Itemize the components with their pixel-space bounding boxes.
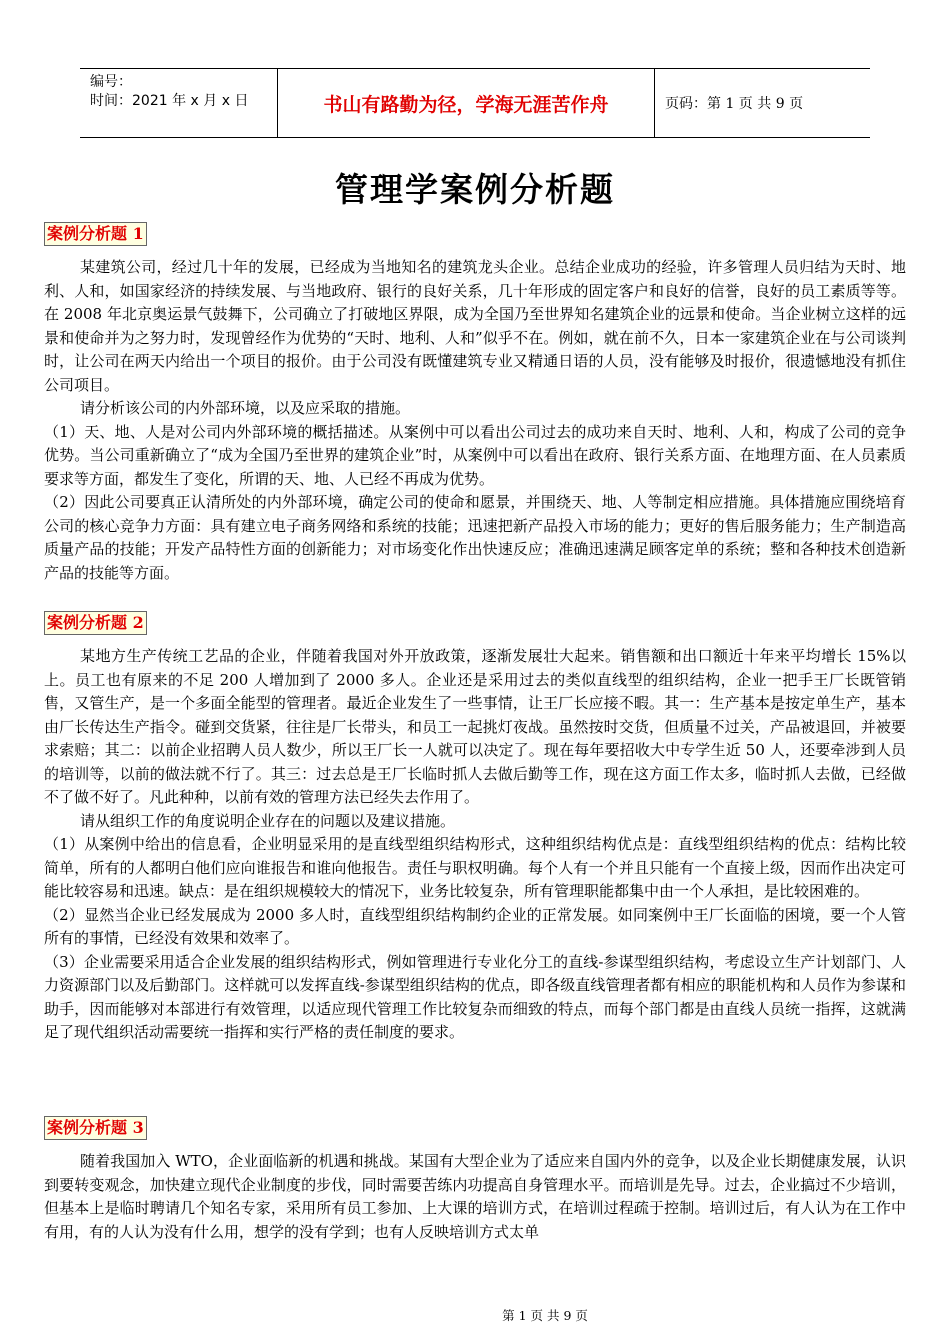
case-section-1 <box>44 222 906 585</box>
case-answer: （1）天、地、人是对公司内外部环境的概括描述。从案例中可以看出公司过去的成功来自天时、地利、人和，构成了公司的竞争优势。当公司重新确立了“成为全国乃至世界的建筑企业”时，从案例中可以看出在政府、银行关系方面、在地理方面、在人员素质要求等方面，都发生了变化，所谓的天、地、人已经不再成为优势。 <box>44 422 906 488</box>
case-answer: （2）因此公司要真正认清所处的内外部环境，确定公司的使命和愿景，并围绕天、地、人等制定相应措施。具体措施应围绕培育公司的核心竞争力方面：具有建立电子商务网络和系统的技能；迅速把新产品投入市场的能力；更好的售后服务能力；生产制造高质量产品的技能；开发产品特性方面的创新能力；对市场变化作出快速反应；准确迅速满足顾客定单的系统；整和各种技术创造新产品的技能等方面。 <box>44 493 906 582</box>
number-label: 编号： <box>90 74 132 90</box>
case-section-3 <box>44 1116 906 1244</box>
page-header <box>80 68 870 138</box>
header-page-info: 页码：第 1 页 共 9 页 <box>665 96 804 112</box>
case-label: 案例分析题 1 <box>44 222 147 246</box>
case-answer: （3）企业需要采用适合企业发展的组织结构形式，例如管理进行专业化分工的直线-参谋型组织结构，考虑设立生产计划部门、人力资源部门以及后勤部门。这样就可以发挥直线-参谋型组织结构的优点，即各级直线管理者都有相应的职能机构和人员作为参谋和助手，因而能够对本部进行有效管理，以适应现代管理工作比较复杂而细致的特点，而每个部门都是由直线人员统一指挥，这就满足了现代组织活动需要统一指挥和实行严格的责任制度的要求。 <box>44 952 906 1041</box>
case-label: 案例分析题 2 <box>44 611 147 635</box>
case-label: 案例分析题 3 <box>44 1116 147 1140</box>
case-answer: （1）从案例中给出的信息看，企业明显采用的是直线型组织结构形式，这种组织结构优点是：直线型组织结构的优点：结构比较简单，所有的人都明白他们应向谁报告和谁向他报告。责任与职权明确。每个人有一个并且只能有一个直接上级，因而作出决定可能比较容易和迅速。缺点：是在组织规模较大的情况下，业务比较复杂，所有管理职能都集中由一个人承担，是比较困难的。 <box>44 835 906 900</box>
case-paragraph: 某地方生产传统工艺品的企业，伴随着我国对外开放政策，逐渐发展壮大起来。销售额和出口额近十年来平均增长 15%以上。员工也有原来的不足 200 人增加到了 2000 多人。企业还是采用过去的类似直线型的组织结构，企业一把手王厂长既管销售，又管生产，是一个多面全能型的管理者。最近企业发生了一些事情，让王厂长应接不暇。其一：生产基本是按定单生产，基本由厂长传达生产指令。碰到交货紧，往往是厂长带头，和员工一起挑灯夜战。虽然按时交货，但质量不过关，产品被退回，并被要求索赔；其二：以前企业招聘人员人数少，所以王厂长一人就可以决定了。现在每年要招收大中专学生近 50 人，还要牵涉到人员的培训等，以前的做法就不行了。其三：过去总是王厂长临时抓人去做后勤等工作，现在这方面工作太多，临时抓人去做，已经做不了做不好了。凡此种种，以前有效的管理方法已经失去作用了。 <box>44 647 906 806</box>
case-section-2 <box>44 611 906 1045</box>
case-question: 请分析该公司的内外部环境，以及应采取的措施。 <box>80 399 411 417</box>
case-paragraph: 某建筑公司，经过几十年的发展，已经成为当地知名的建筑龙头企业。总结企业成功的经验，许多管理人员归结为天时、地利、人和，如国家经济的持续发展、与当地政府、银行的良好关系，几十年形成的固定客户和良好的信誉，良好的员工素质等等。在 2008 年北京奥运景气鼓舞下，公司确立了打破地区界限，成为全国乃至世界知名建筑企业的远景和使命。当企业树立这样的远景和使命并为之努力时，发现曾经作为优势的“天时、地利、人和”似乎不在。例如，就在前不久，日本一家建筑企业在与公司谈判时，让公司在两天内给出一个项目的报价。由于公司没有既懂建筑专业又精通日语的人员，没有能够及时报价，很遗憾地没有抓住公司项目。 <box>44 258 906 394</box>
case-question: 请从组织工作的角度说明企业存在的问题以及建议措施。 <box>80 811 456 830</box>
case-answer: （2）显然当企业已经发展成为 2000 多人时，直线型组织结构制约企业的正常发展。如同案例中王厂长面临的困境，要一个人管所有的事情，已经没有效果和效率了。 <box>44 905 906 947</box>
case-paragraph: 随着我国加入 WTO，企业面临新的机遇和挑战。某国有大型企业为了适应来自国内外的竞争，以及企业长期健康发展，认识到要转变观念，加快建立现代企业制度的步伐，同时需要苦练内功提高自身管理水平。而培训是先导。过去，企业搞过不少培训，但基本上是临时聘请几个知名专家，采用所有员工参加、上大课的培训方式，在培训过程疏于控制。培训过后，有人认为在工作中有用，有的人认为没有什么用，想学的没有学到；也有人反映培训方式太单 <box>44 1152 906 1241</box>
document-title: 管理学案例分析题 <box>335 170 615 209</box>
page-footer: 第 1 页 共 9 页 <box>502 1308 588 1323</box>
time-label: 时间：2021 年 x 月 x 日 <box>90 93 249 109</box>
header-motto: 书山有路勤为径，学海无涯苦作舟 <box>278 69 655 137</box>
header-meta <box>80 69 278 137</box>
